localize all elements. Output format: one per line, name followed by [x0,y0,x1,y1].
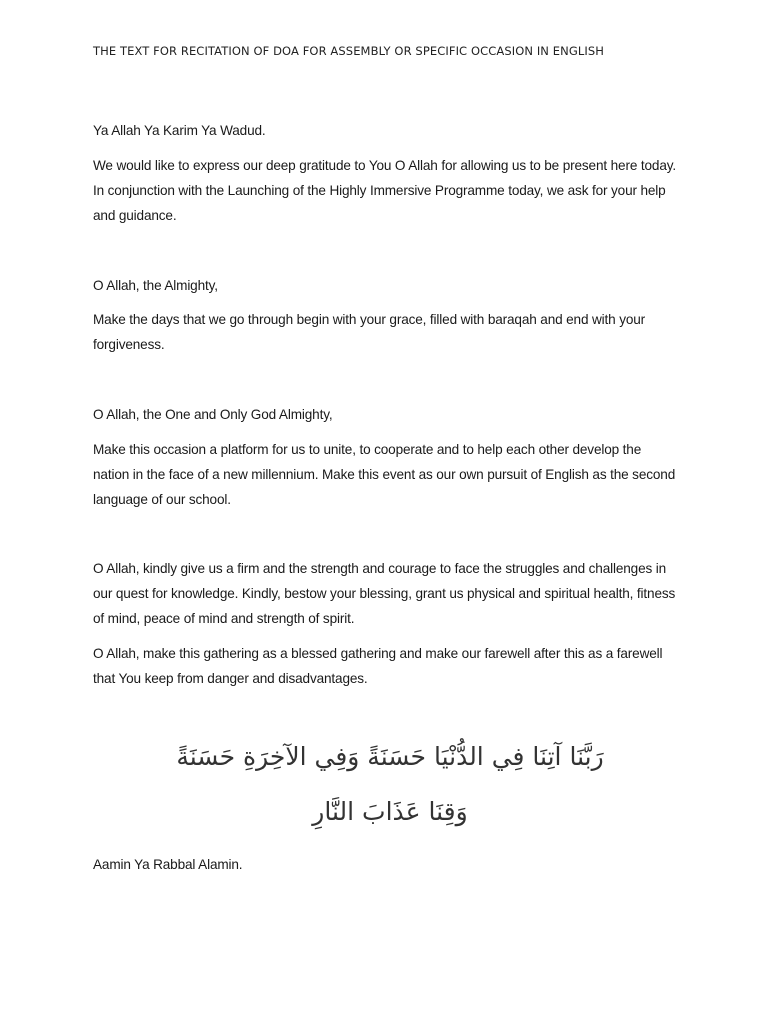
arabic-verse-line-1: رَبَّنَا آتِنَا فِي الدُّنْيَا حَسَنَةً وَفِي الآخِرَةِ حَسَنَةً [176,742,604,771]
occasion-paragraph: Make this occasion a platform for us to unite, to cooperate and to help each other develop the nation in the face of a new millennium. Make this event as our own pursuit of English as the second language of our school. [93,442,676,507]
document-title: THE TEXT FOR RECITATION OF DOA FOR ASSEMBLY OR SPECIFIC OCCASION IN ENGLISH [93,44,604,58]
invocation-line: Ya Allah Ya Karim Ya Wadud. [93,123,266,138]
closing-line: Aamin Ya Rabbal Alamin. [93,857,243,872]
one-god-line: O Allah, the One and Only God Almighty, [93,407,333,422]
almighty-line: O Allah, the Almighty, [93,278,218,293]
strength-paragraph: O Allah, kindly give us a firm and the strength and courage to face the struggles and challenges in our quest for knowledge. Kindly, bestow your blessing, grant us physical and spiritual health, fitness of mind, peace of mind and strength of spirit. [93,561,676,626]
days-paragraph: Make the days that we go through begin with your grace, filled with baraqah and end with your forgiveness. [93,312,646,352]
gratitude-paragraph: We would like to express our deep gratitude to You O Allah for allowing us to be present here today. In conjunction with the Launching of the Highly Immersive Programme today, we ask for your help and guidance. [93,158,676,223]
gathering-paragraph: O Allah, make this gathering as a blessed gathering and make our farewell after this as a farewell that You keep from danger and disadvantages. [93,646,663,686]
arabic-verse-line-2: وَقِنَا عَذَابَ النَّارِ [312,797,468,826]
